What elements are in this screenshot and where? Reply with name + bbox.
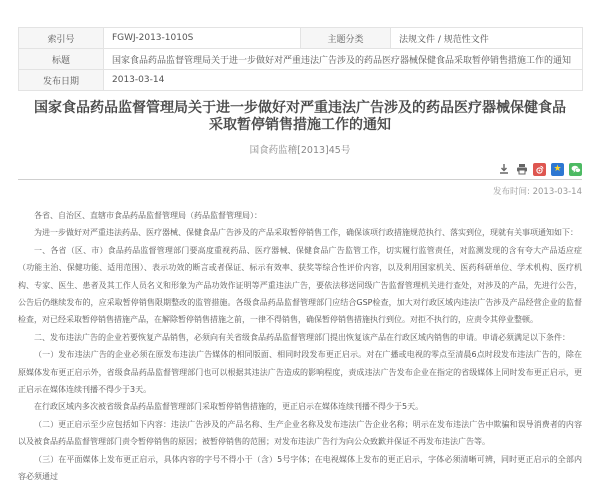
document-number: 国食药监稽[2013]45号 [249,145,351,156]
table-row [19,49,583,70]
paragraph-salutation: 各省、自治区、直辖市食品药品监督管理局（药品监督管理局）： [34,211,262,220]
category-label: 主题分类 [301,28,391,49]
paragraph-intro: 为进一步做好对严重违法药品、医疗器械、保健食品广告涉及的产品采取暂停销售工作，确保该项行政措施规范执行、落实到位，现就有关事项通知如下： [34,228,578,238]
divider [18,179,582,180]
paragraph-item-1b: 在行政区域内多次被省级食品药品监督管理部门采取暂停销售措施的，更正启示在媒体连续刊播不得少于5天。 [34,402,424,412]
metadata-table [18,27,583,91]
title-value: 国家食品药品监督管理局关于进一步做好对严重违法广告涉及的药品医疗器械保健食品采取暂停销售措施工作的通知 [104,49,583,70]
page-title: 国家食品药品监督管理局关于进一步做好对严重违法广告涉及的药品医疗器械保健食品采取暂停销售措施工作的通知 [34,100,566,133]
publish-time-value: 2013-03-14 [532,187,582,197]
paragraph-item-1: （一）发布违法广告的企业必须在原发布违法广告媒体的相同版面、相同时段发布更正启示。对在广播或电视的零点至清晨6点时段发布违法广告的，除在原媒体发布更正启示外，省级食品药品监督管理部门也可以根据其违法广告造成的影响程度，责成违法广告发布企业在指定的省级媒体上同时发布更正启示，更正启示在媒体连续刊播不得少于3天。 [18,350,582,395]
date-value: 2013-03-14 [104,70,583,91]
weibo-share-icon[interactable] [533,163,546,176]
table-row [19,70,583,91]
date-label: 发布日期 [19,70,104,91]
wechat-share-icon[interactable] [569,163,582,176]
favorite-star-icon[interactable]: ★ [551,163,564,176]
paragraph-item-2: （二）更正启示至少应包括如下内容：违法广告涉及的产品名称、生产企业名称及发布违法广告企业名称；明示在发布违法广告中欺骗和误导消费者的内容以及被食品药品监督管理部门责令暂停销售的原因；被暂停销售的范围；对发布违法广告行为向公众致歉并保证不再发布违法广告等。 [18,419,582,447]
category-value: 法规文件 / 规范性文件 [391,28,583,49]
publish-time-label: 发布时间: [493,187,530,197]
paragraph-section-1: 一、各省（区、市）食品药品监督管理部门要高度重视药品、医疗器械、保健食品广告监管工作，切实履行监管责任，对监测发现的含有夸大产品适应症（功能主治、保健功能、适用范围）、表示功效的断言或者保证、标示有效率、获奖等综合性评价内容，以及利用国家机关、医药科研单位、学术机构、医疗机构、专家、医生、患者及其工作人员名义和形象为产品功效作证明等严重违法广告，要依法移送同级广告监督管理机关进行查处，对涉及的产品，先进行公告，公告后仍继续发布的，应采取暂停销售限期整改的监管措施。各级食品药品监督管理部门应结合GSP检查，加大对行政区域内违法广告涉及产品经营企业的监督检查，对已经采取暂停销售措施产品，在解除暂停销售措施之前，一律不得销售，确保暂停销售措施执行到位。对拒不执行的，应责令其停业整顿。 [18,245,582,325]
download-icon[interactable] [497,163,510,176]
title-label: 标题 [19,49,104,70]
document-body [18,207,582,486]
table-row [19,28,583,49]
share-toolbar [18,162,582,176]
paragraph-item-3: （三）在平面媒体上发布更正启示，具体内容的字号不得小于（含）5号字体；在电视媒体上发布的更正启示，字体必须清晰可辨，同时更正启示的全部内容必须通过 [18,454,582,482]
publish-time [18,185,582,197]
index-label: 索引号 [19,28,104,49]
paragraph-section-2: 二、发布违法广告的企业若要恢复产品销售，必须向有关省级食品药品监督管理部门提出恢复该产品在行政区域内销售的申请。申请必须满足以下条件： [34,332,570,342]
printer-icon[interactable] [515,163,528,176]
index-value: FGWJ-2013-1010S [104,28,301,49]
